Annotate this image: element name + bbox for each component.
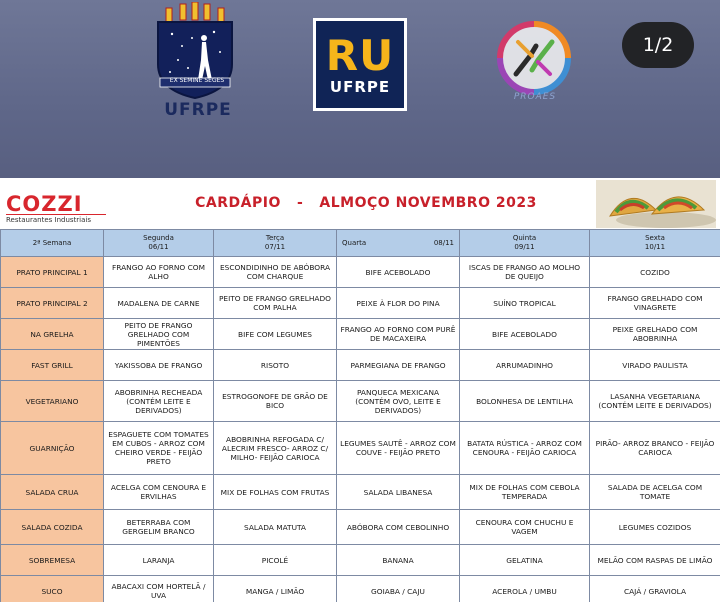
menu-cell: BOLONHESA DE LENTILHA xyxy=(460,381,590,422)
menu-cell: PARMEGIANA DE FRANGO xyxy=(337,350,460,381)
row-label: SALADA COZIDA xyxy=(1,510,104,545)
day-date: 06/11 xyxy=(148,243,169,251)
menu-cell: LEGUMES SAUTÊ - ARROZ COM COUVE - FEIJÃO PRETO xyxy=(337,422,460,475)
menu-cell: MIX DE FOLHAS COM FRUTAS xyxy=(214,475,337,510)
day-header xyxy=(214,230,337,257)
ufrpe-motto: EX SEMINE SEGES xyxy=(169,77,225,84)
menu-cell: MADALENA DE CARNE xyxy=(104,288,214,319)
menu-table xyxy=(0,229,720,602)
menu-cell: MIX DE FOLHAS COM CEBOLA TEMPERADA xyxy=(460,475,590,510)
menu-cell: ACELGA COM CENOURA E ERVILHAS xyxy=(104,475,214,510)
menu-document xyxy=(0,178,720,602)
proaes-label: PROAES xyxy=(513,92,557,102)
table-header-row xyxy=(1,230,720,257)
week-label: 2ª Semana xyxy=(1,230,104,257)
row-label: NA GRELHA xyxy=(1,319,104,350)
menu-header xyxy=(0,178,720,230)
menu-cell: PIRÃO- ARROZ BRANCO - FEIJÃO CARIOCA xyxy=(590,422,720,475)
menu-cell: BIFE ACEBOLADO xyxy=(337,257,460,288)
menu-cell: MELÃO COM RASPAS DE LIMÃO xyxy=(590,545,720,576)
menu-cell: ABOBRINHA RECHEADA (CONTÉM LEITE E DERIVADOS) xyxy=(104,381,214,422)
menu-cell: YAKISSOBA DE FRANGO xyxy=(104,350,214,381)
menu-cell: BETERRABA COM GERGELIM BRANCO xyxy=(104,510,214,545)
day-header xyxy=(337,230,460,257)
row-label: FAST GRILL xyxy=(1,350,104,381)
day-header xyxy=(104,230,214,257)
cozzi-subtitle: Restaurantes Industriais xyxy=(6,214,106,224)
menu-cell: ESCONDIDINHO DE ABÓBORA COM CHARQUE xyxy=(214,257,337,288)
menu-cell: LARANJA xyxy=(104,545,214,576)
menu-cell: VIRADO PAULISTA xyxy=(590,350,720,381)
menu-cell: ESPAGUETE COM TOMATES EM CUBOS - ARROZ COM CHEIRO VERDE - FEIJÃO PRETO xyxy=(104,422,214,475)
menu-cell: PEITO DE FRANGO GRELHADO COM PIMENTÕES xyxy=(104,319,214,350)
day-date: 07/11 xyxy=(264,243,286,251)
menu-cell: COZIDO xyxy=(590,257,720,288)
menu-cell: GELATINA xyxy=(460,545,590,576)
row-label: PRATO PRINCIPAL 1 xyxy=(1,257,104,288)
menu-cell: ARRUMADINHO xyxy=(460,350,590,381)
menu-cell: BANANA xyxy=(337,545,460,576)
row-label: SALADA CRUA xyxy=(1,475,104,510)
menu-cell: SALADA MATUTA xyxy=(214,510,337,545)
menu-cell: CENOURA COM CHUCHU E VAGEM xyxy=(460,510,590,545)
day-date: 10/11 xyxy=(644,243,666,251)
row-label: SUCO xyxy=(1,576,104,602)
table-row xyxy=(1,350,720,381)
table-row xyxy=(1,475,720,510)
proaes-hands-icon xyxy=(492,16,576,100)
menu-cell: PEITO DE FRANGO GRELHADO COM PALHA xyxy=(214,288,337,319)
cozzi-logo xyxy=(6,194,106,224)
menu-cell: PEIXE GRELHADO COM ABOBRINHA xyxy=(590,319,720,350)
menu-cell: PANQUECA MEXICANA (CONTÉM OVO, LEITE E DERIVADOS) xyxy=(337,381,460,422)
ufrpe-label: UFRPE xyxy=(164,100,232,120)
menu-cell: ACEROLA / UMBU xyxy=(460,576,590,602)
row-label: VEGETARIANO xyxy=(1,381,104,422)
cozzi-brand: COZZI xyxy=(6,192,83,216)
ru-logo-big: RU xyxy=(325,30,395,80)
table-row xyxy=(1,257,720,288)
day-header xyxy=(460,230,590,257)
top-banner xyxy=(0,0,720,178)
menu-cell: LASANHA VEGETARIANA (CONTÉM LEITE E DERIVADOS) xyxy=(590,381,720,422)
menu-cell: BIFE ACEBOLADO xyxy=(460,319,590,350)
menu-cell: BATATA RÚSTICA - ARROZ COM CENOURA - FEIJÃO CARIOCA xyxy=(460,422,590,475)
menu-cell: MANGA / LIMÃO xyxy=(214,576,337,602)
menu-cell: FRANGO AO FORNO COM PURÊ DE MACAXEIRA xyxy=(337,319,460,350)
day-date: 09/11 xyxy=(514,243,535,251)
table-row xyxy=(1,576,720,602)
menu-cell: ABOBRINHA REFOGADA C/ ALECRIM FRESCO- ARROZ C/ MILHO- FEIJÃO CARIOCA xyxy=(214,422,337,475)
table-row xyxy=(1,545,720,576)
tacos-photo-icon xyxy=(596,180,716,228)
day-header xyxy=(590,230,720,257)
menu-cell: ESTROGONOFE DE GRÃO DE BICO xyxy=(214,381,337,422)
menu-cell: FRANGO GRELHADO COM VINAGRETE xyxy=(590,288,720,319)
table-row xyxy=(1,422,720,475)
day-name: Quinta xyxy=(512,234,537,242)
row-label: GUARNIÇÃO xyxy=(1,422,104,475)
menu-cell: ISCAS DE FRANGO AO MOLHO DE QUEIJO xyxy=(460,257,590,288)
menu-cell: PEIXE À FLOR DO PINA xyxy=(337,288,460,319)
menu-cell: SALADA DE ACELGA COM TOMATE xyxy=(590,475,720,510)
table-row xyxy=(1,381,720,422)
row-label: PRATO PRINCIPAL 2 xyxy=(1,288,104,319)
table-row xyxy=(1,319,720,350)
menu-cell: GOIABA / CAJU xyxy=(337,576,460,602)
menu-cell: CAJÁ / GRAVIOLA xyxy=(590,576,720,602)
row-label: SOBREMESA xyxy=(1,545,104,576)
menu-cell: ABÓBORA COM CEBOLINHO xyxy=(337,510,460,545)
day-date: 08/11 xyxy=(433,238,454,247)
day-name: Terça xyxy=(265,234,285,242)
menu-title: CARDÁPIO - ALMOÇO NOVEMBRO 2023 xyxy=(195,195,537,211)
day-name: Segunda xyxy=(143,234,174,242)
menu-cell: ABACAXI COM HORTELÃ / UVA xyxy=(104,576,214,602)
ru-logo-small: UFRPE xyxy=(329,77,391,96)
day-name: Quarta xyxy=(342,238,367,247)
menu-cell: PICOLÉ xyxy=(214,545,337,576)
table-row xyxy=(1,510,720,545)
ru-logo xyxy=(313,18,407,111)
page-counter[interactable]: 1/2 xyxy=(622,22,694,68)
table-row xyxy=(1,288,720,319)
menu-cell: FRANGO AO FORNO COM ALHO xyxy=(104,257,214,288)
day-name: Sexta xyxy=(645,234,665,242)
menu-cell: SUÍNO TROPICAL xyxy=(460,288,590,319)
menu-cell: SALADA LIBANESA xyxy=(337,475,460,510)
menu-cell: BIFE COM LEGUMES xyxy=(214,319,337,350)
menu-cell: LEGUMES COZIDOS xyxy=(590,510,720,545)
menu-cell: RISOTO xyxy=(214,350,337,381)
